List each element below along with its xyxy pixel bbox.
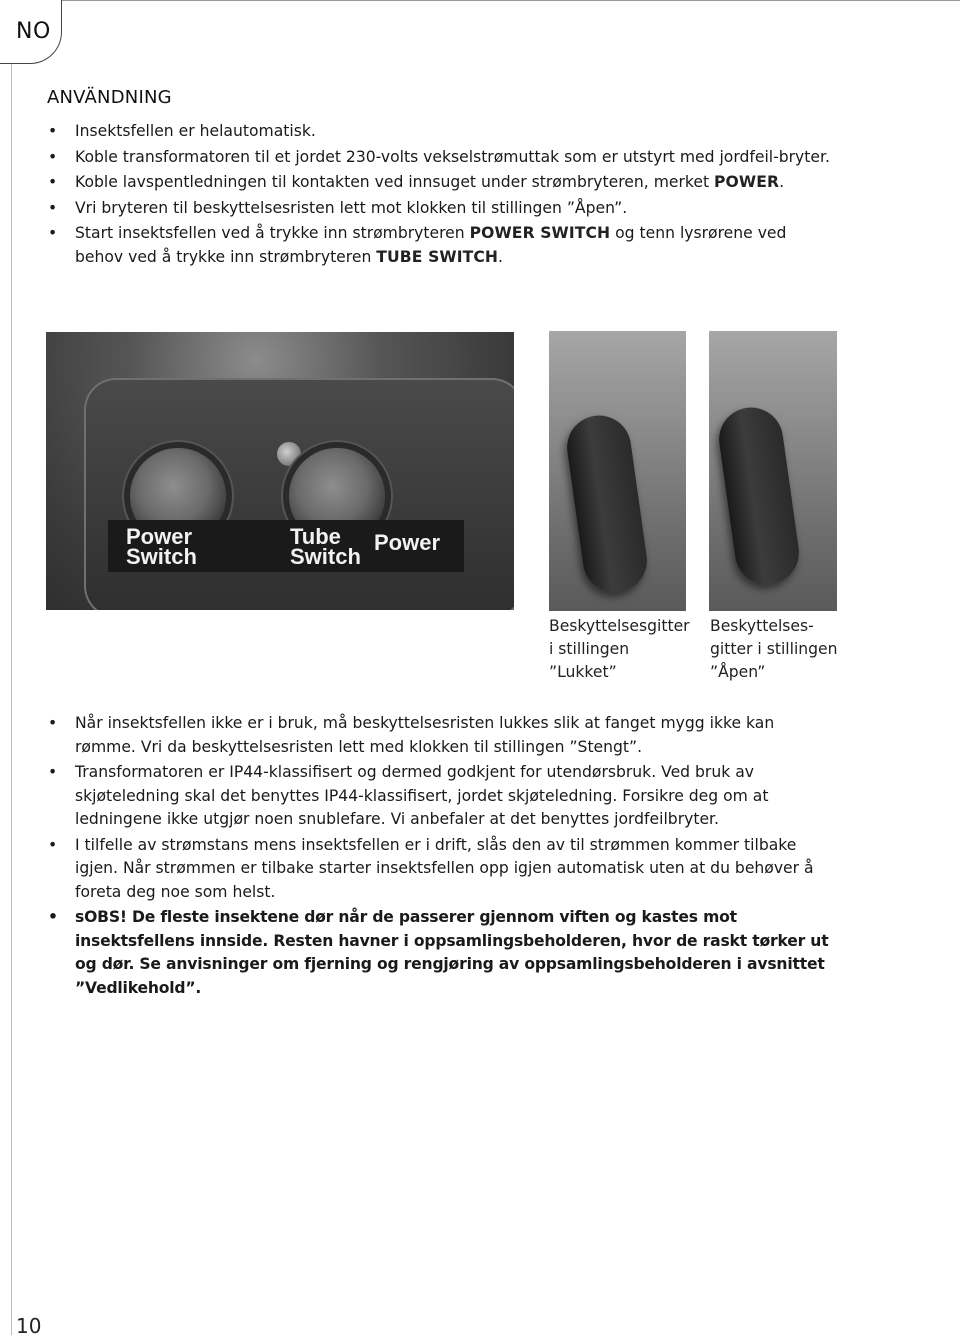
language-badge	[0, 0, 62, 64]
switch-label-strip	[108, 520, 464, 572]
grid-closed-photo	[549, 331, 686, 611]
keyword-tube-switch: TUBE SWITCH	[376, 247, 499, 266]
tube-switch-label: Tube Switch	[290, 524, 361, 569]
list-item: • Insektsfellen er helautomatisk.	[46, 120, 836, 144]
page-number: 10	[16, 1314, 42, 1338]
list-item: • Vri bryteren til beskyttelsesristen lett mot klokken til stillingen ”Åpen”.	[46, 197, 836, 221]
grid-knob	[563, 411, 651, 596]
list-item: • I tilfelle av strømstans mens insektsfellen er i drift, slås den av til strømmen kommer tilbake igjen. Når strømmen er tilbake starter insektsfellen opp igjen automatisk uten at du behøver å foreta deg noe som helst.	[46, 834, 836, 905]
caption-open: Beskyttelses- gitter i stillingen ”Åpen”	[710, 617, 838, 681]
list-item: • Koble lavspentledningen til kontakten ved innsuget under strømbryteren, merket POWER.	[46, 171, 836, 195]
caption-closed: Beskyttelsesgitter i stillingen ”Lukket”	[549, 617, 690, 681]
list-item: • Når insektsfellen ikke er i bruk, må beskyttelsesristen lukkes slik at fanget mygg ikke kan rømme. Vri da beskyttelsesristen lett med klokken til stillingen ”Stengt”.	[46, 712, 836, 759]
keyword-power-switch: POWER SWITCH	[469, 224, 611, 242]
left-rule	[11, 64, 12, 1335]
power-label: Power	[374, 530, 441, 555]
switch-panel-photo	[46, 332, 514, 610]
list-item: • Start insektsfellen ved å trykke inn strømbryteren POWER SWITCH og tenn lysrørene ved behov ved å trykke inn strømbryteren TUBE SWITCH.	[46, 222, 836, 269]
grid-open-photo	[709, 331, 837, 611]
language-code: NO	[16, 19, 51, 44]
top-rule	[62, 0, 960, 1]
control-plate	[84, 378, 514, 610]
list-item: • sOBS! De fleste insektene dør når de passerer gjennom viften og kastes mot insektsfellens innside. Resten havner i oppsamlingsbeholderen, hvor de raskt tørker ut og dør. Se anvisninger om fjerning og rengjøring av oppsamlingsbeholderen i avsnittet ”Vedlikehold”.	[46, 906, 836, 1000]
list-item: • Koble transformatoren til et jordet 230-volts vekselstrømuttak som er utstyrt med jordfeil-bryter.	[46, 146, 836, 170]
list-item: • Transformatoren er IP44-klassifisert og dermed godkjent for utendørsbruk. Ved bruk av skjøteledning skal det benyttes IP44-klassifisert, jordet skjøteledning. Forsikre deg om at ledningene ikke utgjør noen snublefare. Vi anbefaler at det benyttes jordfeilbryter.	[46, 761, 836, 832]
section-heading: ANVÄNDNING	[47, 87, 172, 108]
usage-list	[46, 120, 836, 271]
grid-knob	[715, 403, 803, 588]
keyword-power: POWER	[714, 173, 780, 191]
screw-icon	[277, 442, 301, 466]
notes-list	[46, 712, 836, 1002]
power-switch-label: Power Switch	[126, 524, 197, 569]
